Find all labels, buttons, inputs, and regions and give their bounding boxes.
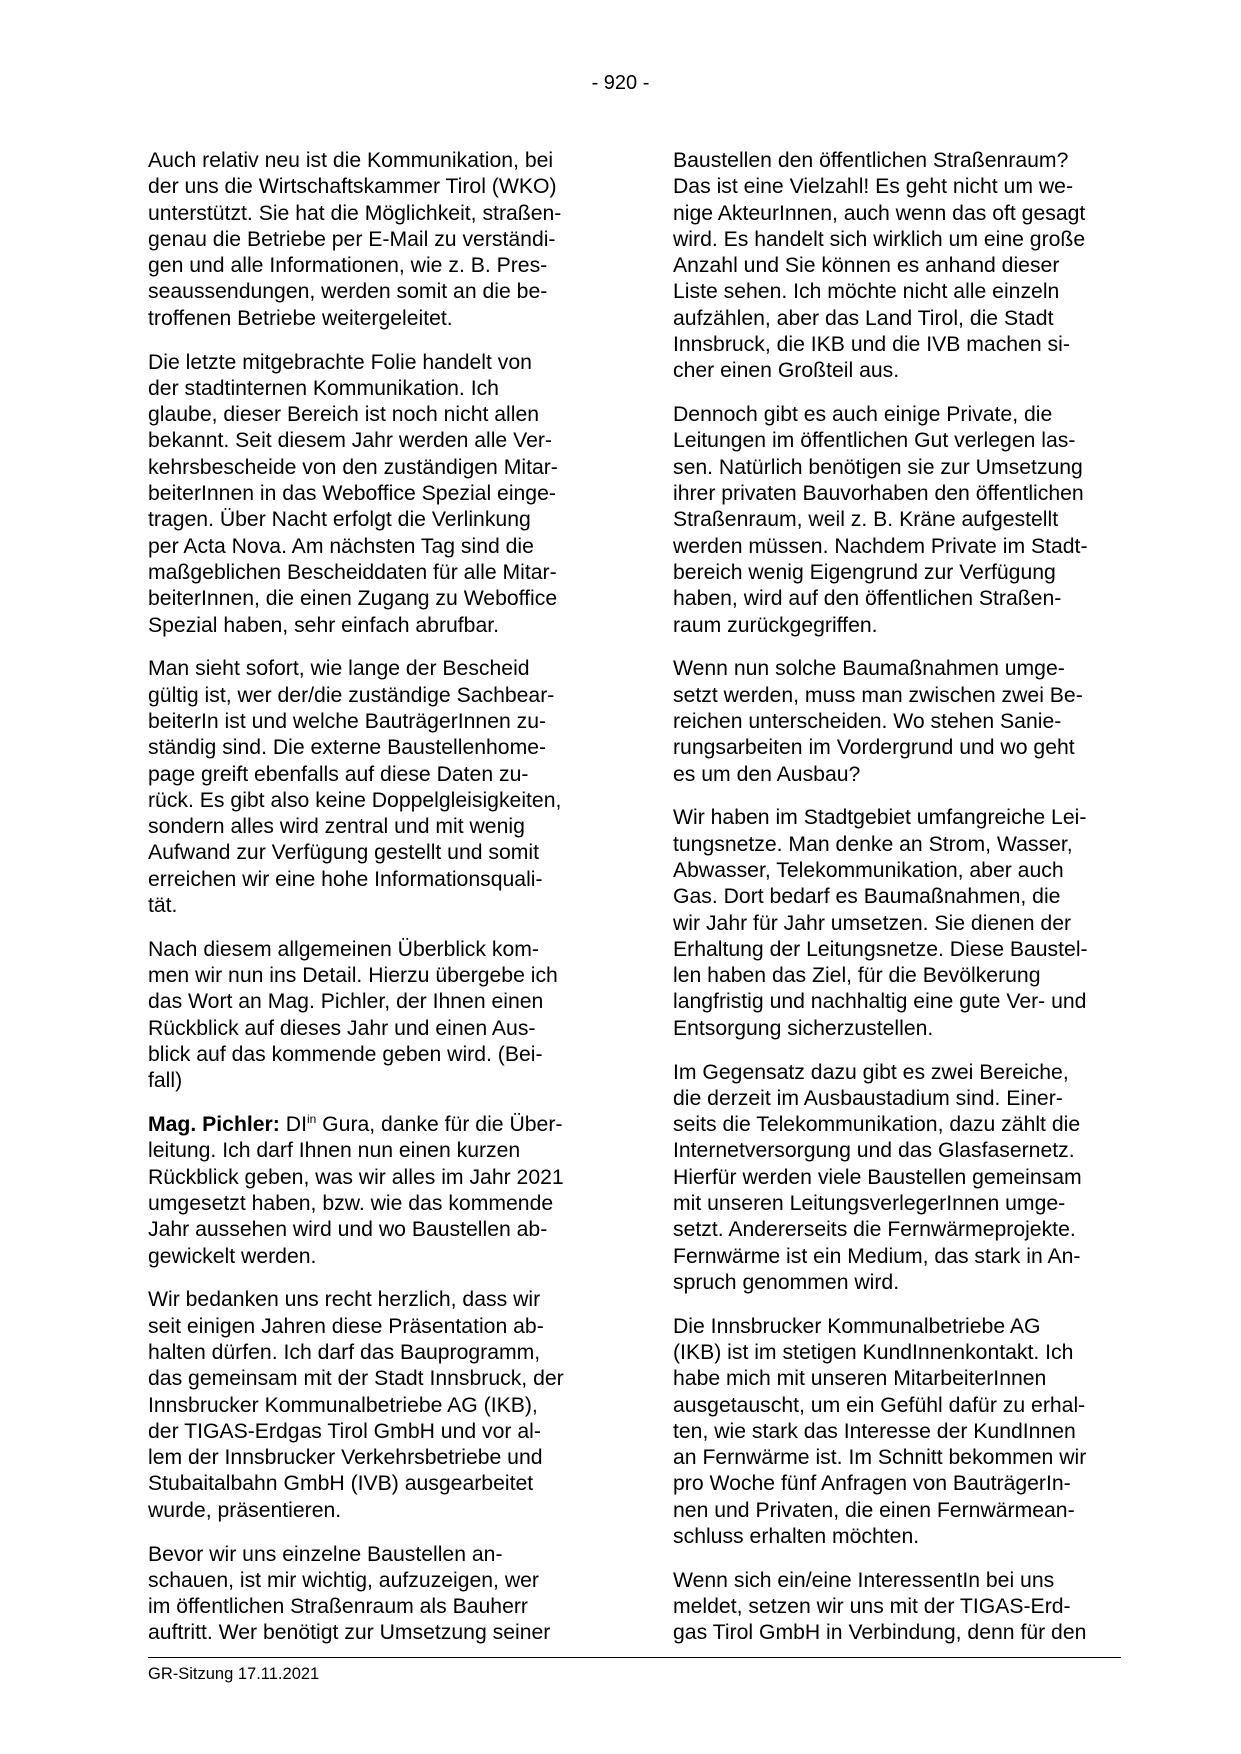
- text-line: tät.: [148, 894, 178, 918]
- text-line: rungsarbeiten im Vordergrund und wo geht: [673, 736, 1075, 760]
- paragraph: [148, 1287, 608, 1524]
- text-line: page greift ebenfalls auf diese Daten zu-: [148, 762, 529, 786]
- text-line: wurde, präsentieren.: [148, 1498, 342, 1522]
- text-line: Abwasser, Telekommunikation, aber auch: [673, 858, 1064, 882]
- text-line: es um den Ausbau?: [673, 762, 861, 786]
- academic-title: DI: [285, 1113, 307, 1137]
- text-line: schluss erhalten möchten.: [673, 1525, 920, 1549]
- text-line: seits die Telekommunikation, dazu zählt die: [673, 1113, 1081, 1137]
- text-line: beiterIn ist und welche BauträgerInnen zu-: [148, 709, 547, 733]
- text-line: Die Innsbrucker Kommunalbetriebe AG: [673, 1314, 1041, 1338]
- text-line: kehrsbescheide von den zuständigen Mitar-: [148, 455, 558, 479]
- text-line: werden müssen. Nachdem Private im Stadt-: [673, 534, 1088, 558]
- text-line: rück. Es gibt also keine Doppelgleisigkeiten,: [148, 788, 562, 812]
- text-line: (IKB) ist im stetigen KundInnenkontakt. Ich: [673, 1340, 1074, 1364]
- text-line: Wenn sich ein/eine InteressentIn bei uns: [673, 1568, 1055, 1592]
- text-line: Rückblick auf dieses Jahr und einen Aus-: [148, 1016, 536, 1040]
- text-line: unterstützt. Sie hat die Möglichkeit, straßen-: [148, 201, 562, 225]
- text-line: len haben das Ziel, für die Bevölkerung: [673, 964, 1041, 988]
- text-line: Das ist eine Vielzahl! Es geht nicht um we-: [673, 175, 1074, 199]
- text-line: seaussendungen, werden somit an die be-: [148, 280, 548, 304]
- text-line: umgesetzt haben, bzw. wie das kommende: [148, 1191, 554, 1215]
- text-line: nige AkteurInnen, auch wenn das oft gesagt: [673, 201, 1086, 225]
- text-line: sondern alles wird zentral und mit wenig: [148, 815, 525, 839]
- text-line: ständig sind. Die externe Baustellenhome-: [148, 736, 547, 760]
- text-line: ausgetauscht, um ein Gefühl dafür zu erhal-: [673, 1393, 1086, 1417]
- text-line: Dennoch gibt es auch einige Private, die: [673, 403, 1053, 427]
- text-fragment: Gura, danke für die Über-: [316, 1113, 563, 1137]
- text-line: haben, wird auf den öffentlichen Straßen-: [673, 587, 1062, 611]
- text-line: auftritt. Wer benötigt zur Umsetzung seiner: [148, 1621, 551, 1645]
- text-line: beiterInnen in das Weboffice Spezial einge-: [148, 482, 556, 506]
- text-line: Baustellen den öffentlichen Straßenraum?: [673, 149, 1069, 172]
- text-line: ihrer privaten Bauvorhaben den öffentlichen: [673, 482, 1084, 506]
- text-line: der uns die Wirtschaftskammer Tirol (WKO): [148, 175, 557, 199]
- paragraph: [148, 148, 608, 332]
- text-line: Bevor wir uns einzelne Baustellen an-: [148, 1542, 503, 1566]
- paragraph: [148, 937, 608, 1095]
- text-line: leitung. Ich darf Ihnen nun einen kurzen: [148, 1139, 521, 1163]
- text-line: Jahr aussehen wird und wo Baustellen ab-: [148, 1218, 548, 1242]
- text-line: cher einen Großteil aus.: [673, 359, 900, 383]
- text-line: Stubaitalbahn GmbH (IVB) ausgearbeitet: [148, 1472, 534, 1496]
- text-line: blick auf das kommende geben wird. (Bei-: [148, 1043, 543, 1066]
- title-superscript: in: [306, 1112, 317, 1127]
- text-line: Rückblick geben, was wir alles im Jahr 2021: [148, 1165, 564, 1189]
- paragraph: [148, 1542, 608, 1647]
- text-line: gewickelt werden.: [148, 1244, 317, 1268]
- left-column: [148, 148, 608, 1664]
- text-line: tungsnetze. Man denke an Strom, Wasser,: [673, 832, 1073, 856]
- text-line: die derzeit im Ausbaustadium sind. Einer-: [673, 1086, 1063, 1110]
- text-line: Nach diesem allgemeinen Überblick kom-: [148, 937, 539, 961]
- text-line: Wir bedanken uns recht herzlich, dass wir: [148, 1288, 541, 1312]
- right-column: [673, 148, 1133, 1664]
- paragraph: [673, 1568, 1133, 1647]
- text-line: seit einigen Jahren diese Präsentation ab-: [148, 1314, 544, 1338]
- text-line: spruch genommen wird.: [673, 1270, 900, 1294]
- text-line: das gemeinsam mit der Stadt Innsbruck, der: [148, 1367, 564, 1391]
- paragraph: [673, 805, 1133, 1042]
- text-line: setzt. Andererseits die Fernwärmeprojekte.: [673, 1218, 1076, 1242]
- text-line: habe mich mit unseren MitarbeiterInnen: [673, 1367, 1047, 1391]
- text-line: Anzahl und Sie können es anhand dieser: [673, 254, 1060, 278]
- paragraph: [673, 148, 1133, 385]
- paragraph: [673, 1060, 1133, 1297]
- text-line: das Wort an Mag. Pichler, der Ihnen einen: [148, 990, 544, 1014]
- text-line: Wir haben im Stadtgebiet umfangreiche Lei-: [673, 806, 1087, 830]
- text-line: lem der Innsbrucker Verkehrsbetriebe und: [148, 1446, 543, 1470]
- footer-divider: [148, 1657, 1121, 1658]
- text-line: Erhaltung der Leitungsnetze. Diese Baustel-: [673, 937, 1088, 961]
- text-line: genau die Betriebe per E-Mail zu verständi-: [148, 227, 556, 251]
- text-line: meldet, setzen wir uns mit der TIGAS-Erd-: [673, 1595, 1071, 1619]
- text-line: fall): [148, 1069, 183, 1093]
- text-line: Aufwand zur Verfügung gestellt und somit: [148, 841, 540, 865]
- text-line: bekannt. Seit diesem Jahr werden alle Ver-: [148, 429, 552, 453]
- text-line: der TIGAS-Erdgas Tirol GmbH und vor al-: [148, 1419, 541, 1443]
- text-line: gen und alle Informationen, wie z. B. Pres-: [148, 254, 548, 278]
- text-line: Die letzte mitgebrachte Folie handelt von: [148, 350, 532, 374]
- text-line: Innsbruck, die IKB und die IVB machen si-: [673, 333, 1070, 357]
- text-line: maßgeblichen Bescheiddaten für alle Mitar-: [148, 560, 557, 584]
- text-line: setzt werden, muss man zwischen zwei Be-: [673, 683, 1083, 707]
- text-line: der stadtinternen Kommunikation. Ich: [148, 376, 499, 400]
- text-line: halten dürfen. Ich darf das Bauprogramm,: [148, 1340, 541, 1364]
- speaker-name: Mag. Pichler:: [148, 1113, 280, 1137]
- text-line: langfristig und nachhaltig eine gute Ver- und: [673, 990, 1087, 1014]
- text-line: Liste sehen. Ich möchte nicht alle einzeln: [673, 280, 1060, 304]
- text-line: aufzählen, aber das Land Tirol, die Stadt: [673, 306, 1054, 330]
- paragraph: [673, 1314, 1133, 1551]
- footer-session-date: GR-Sitzung 17.11.2021: [148, 1665, 320, 1683]
- text-line: Hierfür werden viele Baustellen gemeinsam: [673, 1165, 1082, 1189]
- text-line: mit unseren LeitungsverlegerInnen umge-: [673, 1191, 1066, 1215]
- text-line: men wir nun ins Detail. Hierzu übergebe ich: [148, 964, 558, 988]
- text-line: Entsorgung sicherzustellen.: [673, 1016, 934, 1040]
- text-line: im öffentlichen Straßenraum als Bauherr: [148, 1595, 528, 1619]
- text-line: an Fernwärme ist. Im Schnitt bekommen wir: [673, 1446, 1087, 1470]
- text-line: gas Tirol GmbH in Verbindung, denn für den: [673, 1621, 1087, 1645]
- text-line: Wenn nun solche Baumaßnahmen umge-: [673, 657, 1065, 681]
- text-line: reichen unterscheiden. Wo stehen Sanie-: [673, 709, 1062, 733]
- text-line: Im Gegensatz dazu gibt es zwei Bereiche,: [673, 1060, 1069, 1084]
- text-line: ten, wie stark das Interesse der KundInnen: [673, 1419, 1076, 1443]
- text-line: troffenen Betriebe weitergeleitet.: [148, 306, 453, 330]
- speaker-paragraph: [148, 1112, 608, 1270]
- text-line: bereich wenig Eigengrund zur Verfügung: [673, 560, 1056, 584]
- text-line: [148, 1112, 608, 1138]
- paragraph: [673, 402, 1133, 639]
- text-line: pro Woche fünf Anfragen von BauträgerIn-: [673, 1472, 1071, 1496]
- text-line: Internetversorgung und das Glasfasernetz.: [673, 1139, 1075, 1163]
- text-line: Man sieht sofort, wie lange der Bescheid: [148, 657, 530, 681]
- text-line: beiterInnen, die einen Zugang zu Weboffice: [148, 587, 558, 611]
- page-number: - 920 -: [591, 72, 650, 94]
- text-line: schauen, ist mir wichtig, aufzuzeigen, wer: [148, 1568, 539, 1592]
- text-line: Innsbrucker Kommunalbetriebe AG (IKB),: [148, 1393, 538, 1417]
- paragraph: [673, 656, 1133, 787]
- text-line: Straßenraum, weil z. B. Kräne aufgestellt: [673, 508, 1059, 532]
- text-line: nen und Privaten, die einen Fernwärmean-: [673, 1498, 1075, 1522]
- text-line: wird. Es handelt sich wirklich um eine große: [673, 227, 1086, 251]
- text-line: per Acta Nova. Am nächsten Tag sind die: [148, 534, 534, 558]
- text-line: tragen. Über Nacht erfolgt die Verlinkung: [148, 508, 531, 532]
- text-line: wir Jahr für Jahr umsetzen. Sie dienen der: [673, 911, 1072, 935]
- text-line: gültig ist, wer der/die zuständige Sachbear-: [148, 683, 555, 707]
- paragraph: [148, 656, 608, 919]
- text-line: Leitungen im öffentlichen Gut verlegen las-: [673, 429, 1076, 453]
- text-line: sen. Natürlich benötigen sie zur Umsetzung: [673, 455, 1083, 479]
- paragraph: [148, 350, 608, 639]
- text-line: Auch relativ neu ist die Kommunikation, bei: [148, 149, 554, 172]
- text-line: glaube, dieser Bereich ist noch nicht allen: [148, 403, 540, 427]
- text-line: Gas. Dort bedarf es Baumaßnahmen, die: [673, 885, 1061, 909]
- text-line: Fernwärme ist ein Medium, das stark in An-: [673, 1244, 1081, 1268]
- text-line: Spezial haben, sehr einfach abrufbar.: [148, 613, 500, 637]
- text-line: erreichen wir eine hohe Informationsquali-: [148, 867, 543, 891]
- text-line: raum zurückgegriffen.: [673, 613, 878, 637]
